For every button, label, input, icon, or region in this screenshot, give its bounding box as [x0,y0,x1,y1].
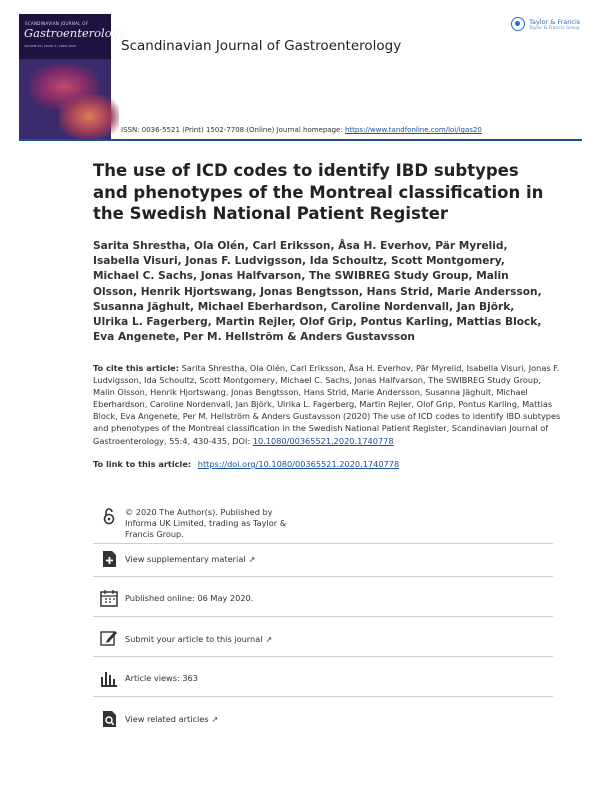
divider [93,656,553,657]
published-date: Published online: 06 May 2020. [125,593,254,603]
published-row [93,588,553,608]
article-authors: Sarita Shrestha, Ola Olén, Carl Eriksson, Åsa H. Everhov, Pär Myrelid, Isabella Visuri, Jonas F. Ludvigsson, Ida Schoultz, Scott Montgomery, Michael C. Sachs, Jonas Halfvarson, The SWIBREG Study Group, Malin Olsson, Henrik Hjortswang, Jonas Bengtsson, Hans Strid, Marie Andersson, Susanna Jäghult, Michael Eberhardson, Caroline Nordenvall, Jan Björk, Ulrika L. Fagerberg, Martin Rejler, Olof Grip, Pontus Karling, Mattias Block, Eva Angenete, Per M. Hellström & Anders Gustavsson [93,240,542,344]
related-link[interactable] [125,714,218,724]
external-link-icon: ↗ [265,635,273,644]
publisher-logo-icon [511,17,525,31]
document-plus-icon [99,549,119,569]
related-row[interactable] [93,709,553,729]
supplementary-link[interactable] [125,554,255,564]
article-title: The use of ICD codes to identify IBD subtypes and phenotypes of the Montreal classification in the Swedish National Patient Register [93,161,544,223]
citation-label: To cite this article: [93,363,179,373]
divider [93,543,553,544]
license-row [93,506,553,546]
arrow-icon: ↗ [248,555,256,564]
divider [93,616,553,617]
supplementary-label: View supplementary material [125,554,246,564]
external-link-icon: ↗ [211,715,219,724]
related-label: View related articles [125,714,209,724]
journal-cover-image [19,14,126,139]
link-label: To link to this article: [93,459,192,469]
publisher-sub: Taylor & Francis Group [529,26,580,31]
citation-text: Sarita Shrestha, Ola Olén, Carl Eriksson, Åsa H. Everhov, Pär Myrelid, Isabella Visuri, Jonas F. Ludvigsson, Ida Schoultz, Scott Montgomery, Michael C. Sachs, Jonas Halfvarson, The SWIBREG Study Group, Malin Olsson, Henrik Hjortswang, Jonas Bengtsson, Hans Strid, Marie Andersson, Susanna Jäghult, Michael Eberhardson, Caroline Nordenvall, Jan Björk, Ulrika L. Fagerberg, Martin Rejler, Olof Grip, Pontus Karling, Mattias Block, Eva Angenete, Per M. Hellström & Anders Gustavsson (2020) The use of ICD codes to identify IBD subtypes and phenotypes of the Montreal classification in the Swedish National Patient Register, Scandinavian Journal of Gastroenterology, 55:4, 430-435, DOI: [93,363,561,446]
divider [93,696,553,697]
journal-name: Scandinavian Journal of Gastroenterology [121,38,402,54]
publisher-logo [511,17,586,35]
citation-doi-link[interactable]: 10.1080/00365521.2020.1740778 [252,435,394,446]
cover-journal-small: SCANDINAVIAN JOURNAL OF [25,21,89,26]
views-row [93,668,553,688]
issn-line [121,126,482,134]
open-access-icon [99,506,119,526]
edit-icon [99,628,119,648]
search-document-icon [99,709,119,729]
divider [93,576,553,577]
publisher-name: Taylor & Francis [529,18,581,26]
bar-chart-icon [99,668,119,688]
issn-text: ISSN: 0036-5521 (Print) 1502-7708 (Online) Journal homepage: [121,126,343,134]
calendar-icon [99,588,119,608]
cover-brand: Gastroenterology [24,26,126,40]
license-text: © 2020 The Author(s). Published by Informa UK Limited, trading as Taylor & Francis Group. [125,507,287,539]
supplementary-row[interactable] [93,549,553,569]
article-doi-url[interactable]: https://doi.org/10.1080/00365521.2020.1740778 [197,459,400,469]
submit-link[interactable] [125,634,272,644]
article-views: Article views: 363 [125,673,198,683]
header-rule [19,139,582,141]
submit-label: Submit your article to this journal [125,634,263,644]
cover-tagline: VOLUME 55 | ISSUE 4 | APRIL 2020 [24,44,76,48]
submit-row[interactable] [93,628,553,648]
article-link-row [93,459,399,469]
citation-block [93,362,563,447]
journal-homepage-link[interactable]: https://www.tandfonline.com/loi/igas20 [344,126,482,134]
